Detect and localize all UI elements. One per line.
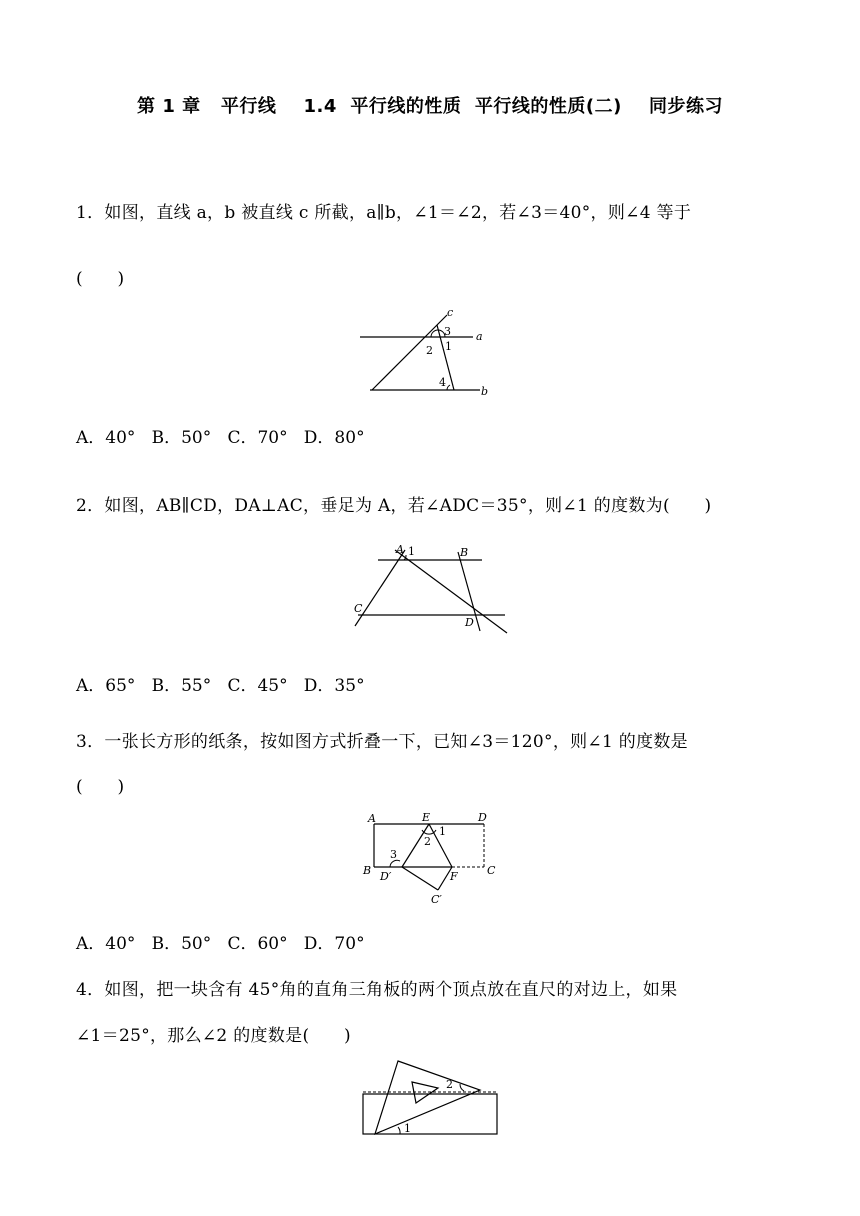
- fig3-label-E: E: [422, 811, 431, 824]
- question-1-stem-line-2: ( ): [76, 269, 125, 289]
- fig4-label-1: 1: [404, 1122, 411, 1135]
- fig3-label-D-prime: D′: [380, 870, 392, 883]
- fig1-label-b: b: [481, 385, 489, 398]
- question-2-stem-line-1: 2．如图，AB∥CD，DA⊥AC，垂足为 A，若∠ADC＝35°，则∠1 的度数为( ): [76, 496, 712, 516]
- page-title: 第 1 章 平行线 1.4 平行线的性质 平行线的性质(二) 同步练习: [137, 96, 723, 117]
- question-2-options: A．65° B．55° C．45° D．35°: [76, 676, 365, 696]
- fig1-label-2: 2: [426, 344, 433, 357]
- question-3-options: A．40° B．50° C．60° D．70°: [76, 934, 365, 954]
- fig3-label-B: B: [363, 864, 372, 877]
- fig3-label-F: F: [450, 870, 458, 883]
- question-1-options: A．40° B．50° C．70° D．80°: [76, 428, 365, 448]
- fig2-label-B: B: [460, 546, 469, 559]
- fig3-label-D: D: [478, 811, 487, 824]
- fig1-label-a: a: [476, 330, 483, 343]
- question-3-stem-line-2: ( ): [76, 777, 125, 797]
- fig1-label-c: c: [447, 306, 454, 319]
- question-2-figure: [350, 538, 515, 636]
- question-1-figure: [355, 300, 505, 405]
- question-3-figure: [360, 808, 505, 906]
- fig2-label-C: C: [354, 602, 363, 615]
- fig2-label-A: A: [396, 543, 404, 556]
- fig3-label-2: 2: [424, 835, 431, 848]
- fig3-label-1: 1: [439, 825, 446, 838]
- fig3-label-C-prime: C′: [431, 893, 442, 906]
- fig3-label-3: 3: [390, 848, 397, 861]
- fig4-label-2: 2: [446, 1078, 453, 1091]
- fig1-label-3: 3: [444, 325, 451, 338]
- fig1-label-4: 4: [439, 376, 446, 389]
- question-4-stem-line-1: 4．如图，把一块含有 45°角的直角三角板的两个顶点放在直尺的对边上，如果: [76, 980, 678, 1000]
- question-1-stem-line-1: 1．如图，直线 a，b 被直线 c 所截，a∥b，∠1＝∠2，若∠3＝40°，则∠4 等于: [76, 203, 692, 223]
- question-3-stem-line-1: 3．一张长方形的纸条，按如图方式折叠一下，已知∠3＝120°，则∠1 的度数是: [76, 732, 688, 752]
- fig3-label-A: A: [368, 812, 376, 825]
- fig2-label-D: D: [465, 616, 474, 629]
- fig1-label-1: 1: [445, 340, 452, 353]
- question-4-figure: [360, 1055, 505, 1140]
- fig2-label-1: 1: [408, 545, 415, 558]
- fig3-label-C: C: [487, 864, 496, 877]
- question-4-stem-line-2: ∠1＝25°，那么∠2 的度数是( ): [76, 1026, 351, 1046]
